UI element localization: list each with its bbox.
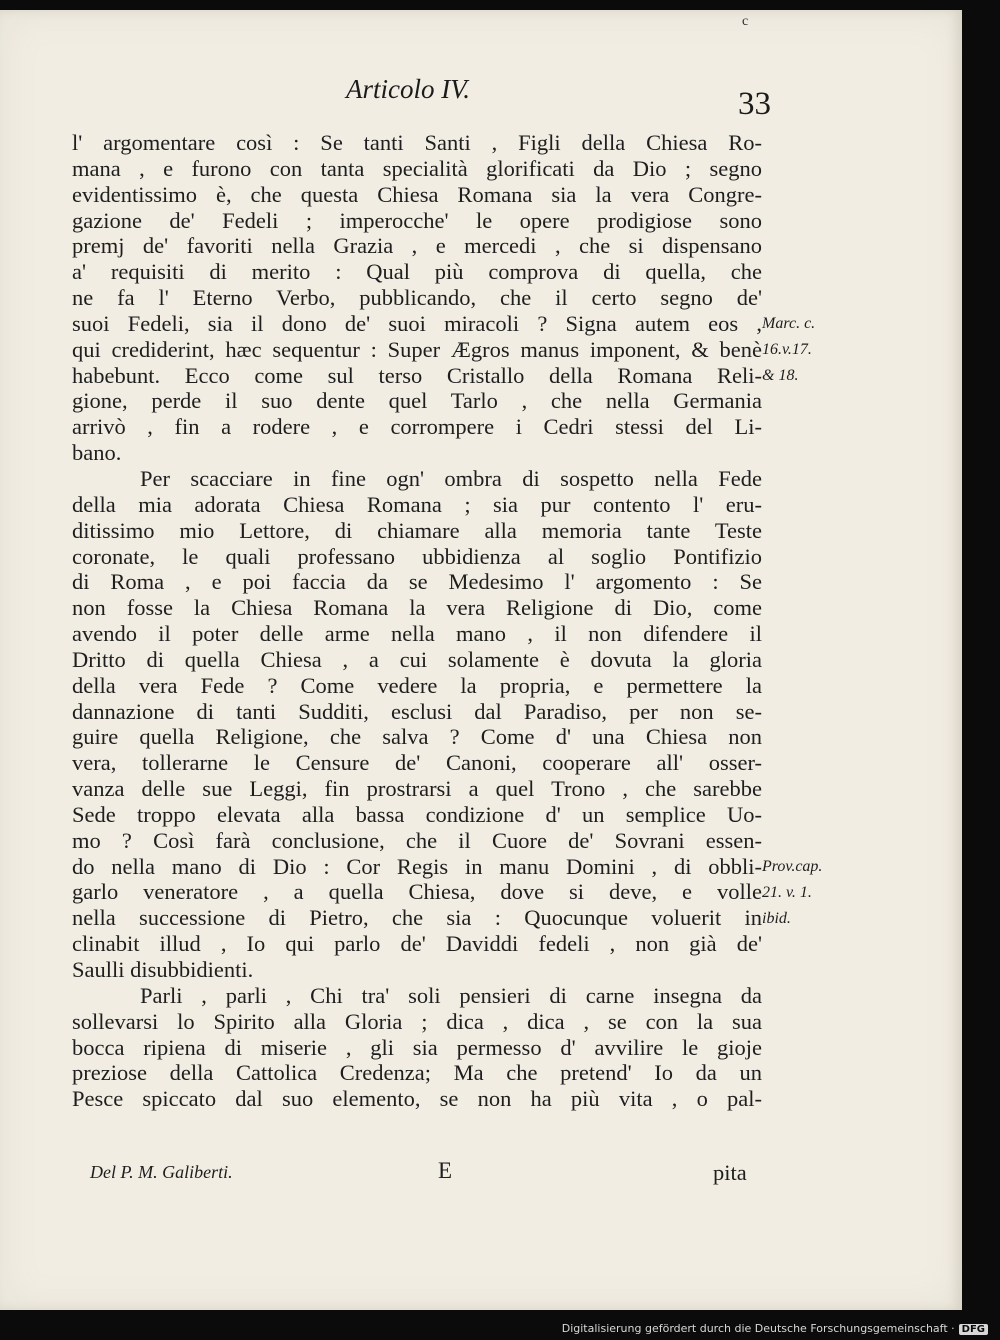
- top-edge-mark: c: [742, 14, 749, 29]
- text-line: l' argomentare così : Se tanti Santi , Figli della Chiesa Ro-: [72, 130, 762, 155]
- text-line: a' requisiti di merito : Qual più comprova di quella, che: [72, 259, 762, 285]
- footer-signature-mark: E: [438, 1158, 453, 1183]
- text-line: Saulli disubbidienti.: [72, 957, 254, 982]
- text-line: preziose della Cattolica Credenza; Ma che pretend' Io da un: [72, 1060, 762, 1086]
- footer-catchword: pita: [713, 1160, 747, 1185]
- text-line: ne fa l' Eterno Verbo, pubblicando, che il certo segno de': [72, 285, 762, 311]
- margin-note: ibid.: [762, 909, 791, 927]
- text-line: arrivò , fin a rodere , e corrompere i Cedri stessi del Li-: [72, 414, 762, 440]
- text-line: sollevarsi lo Spirito alla Gloria ; dica , dica , se con la sua: [72, 1008, 762, 1034]
- text-line: di Roma , e poi faccia da se Medesimo l' argomento : Se: [72, 569, 762, 595]
- text-line: non fosse la Chiesa Romana la vera Religione di Dio, come: [72, 595, 762, 621]
- page-number: 33: [738, 86, 771, 122]
- text-line: Per scacciare in fine ogn' ombra di sospetto nella Fede: [140, 465, 762, 491]
- margin-note: & 18.: [762, 366, 799, 384]
- text-line: dannazione di tanti Sudditi, esclusi dal Paradiso, per non se-: [72, 698, 762, 724]
- document-page: [0, 10, 962, 1310]
- text-line: gazione de' Fedeli ; imperocche' le opere prodigiose sono: [72, 207, 762, 233]
- dfg-logo: DFG: [959, 1324, 988, 1335]
- text-line: habebunt. Ecco come sul terso Cristallo della Romana Reli-: [72, 362, 762, 388]
- text-line: coronate, le quali professano ubbidienza al soglio Pontifizio: [72, 543, 762, 569]
- text-line: Dritto di quella Chiesa , a cui solamente è dovuta la gloria: [72, 646, 762, 672]
- text-line: vera, tollerarne le Censure de' Canoni, cooperare all' osser-: [72, 750, 762, 776]
- margin-note: 16.v.17.: [762, 340, 812, 358]
- text-line: vanza delle sue Leggi, fin prostrarsi a quel Trono , che sarebbe: [72, 776, 762, 802]
- body-text: [72, 130, 762, 1112]
- text-line: mana , e furono con tanta specialità glorificati da Dio ; segno: [72, 155, 762, 181]
- text-line: clinabit illud , Io qui parlo de' Daviddi fedeli , non già de': [72, 931, 762, 957]
- text-line: gione, perde il suo dente quel Tarlo , che nella Germania: [72, 388, 762, 414]
- text-line: bano.: [72, 440, 122, 466]
- text-line: garlo veneratore , a quella Chiesa, dove si deve, e volle: [72, 879, 762, 905]
- credit-text: Digitalisierung gefördert durch die Deutsche Forschungsgemeinschaft ·: [561, 1322, 955, 1335]
- text-line: suoi Fedeli, sia il dono de' suoi miracoli ? Signa autem eos ,: [72, 310, 762, 336]
- text-line: Parli , parli , Chi tra' soli pensieri di carne insegna da: [140, 982, 762, 1008]
- footer-signature: Del P. M. Galiberti.: [90, 1162, 233, 1182]
- text-line: qui crediderint, hæc sequentur : Super Ægros manus imponent, & benè: [72, 336, 762, 362]
- margin-note: Prov.cap.: [762, 857, 823, 875]
- text-line: nella successione di Pietro, che sia : Quocunque voluerit in: [72, 905, 762, 931]
- text-line: evidentissimo è, che questa Chiesa Romana sia la vera Congre-: [72, 181, 762, 207]
- text-line: della vera Fede ? Come vedere la propria, e permettere la: [72, 672, 762, 698]
- text-line: do nella mano di Dio : Cor Regis in manu Domini , di obbli-: [72, 853, 762, 879]
- running-header-title: Articolo IV.: [346, 74, 470, 104]
- text-line: bocca ripiena di miserie , gli sia permesso d' avvilire le gioje: [72, 1034, 762, 1060]
- margin-note: 21. v. 1.: [762, 883, 812, 901]
- margin-note: Marc. c.: [762, 314, 816, 332]
- text-line: avendo il poter delle arme nella mano , il non difendere il: [72, 621, 762, 647]
- text-line: Pesce spiccato dal suo elemento, se non ha più vita , o pal-: [72, 1086, 762, 1112]
- text-line: della mia adorata Chiesa Romana ; sia pur contento l' eru-: [72, 491, 762, 517]
- text-line: mo ? Così farà conclusione, che il Cuore de' Sovrani essen-: [72, 827, 762, 853]
- text-line: guire quella Religione, che salva ? Come d' una Chiesa non: [72, 724, 762, 750]
- text-line: premj de' favoriti nella Grazia , e mercedi , che si dispensano: [72, 233, 762, 259]
- text-line: Sede troppo elevata alla bassa condizione d' un semplice Uo-: [72, 801, 762, 827]
- digitization-credit: [562, 1322, 988, 1335]
- text-line: ditissimo mio Lettore, di chiamare alla memoria tante Teste: [72, 517, 762, 543]
